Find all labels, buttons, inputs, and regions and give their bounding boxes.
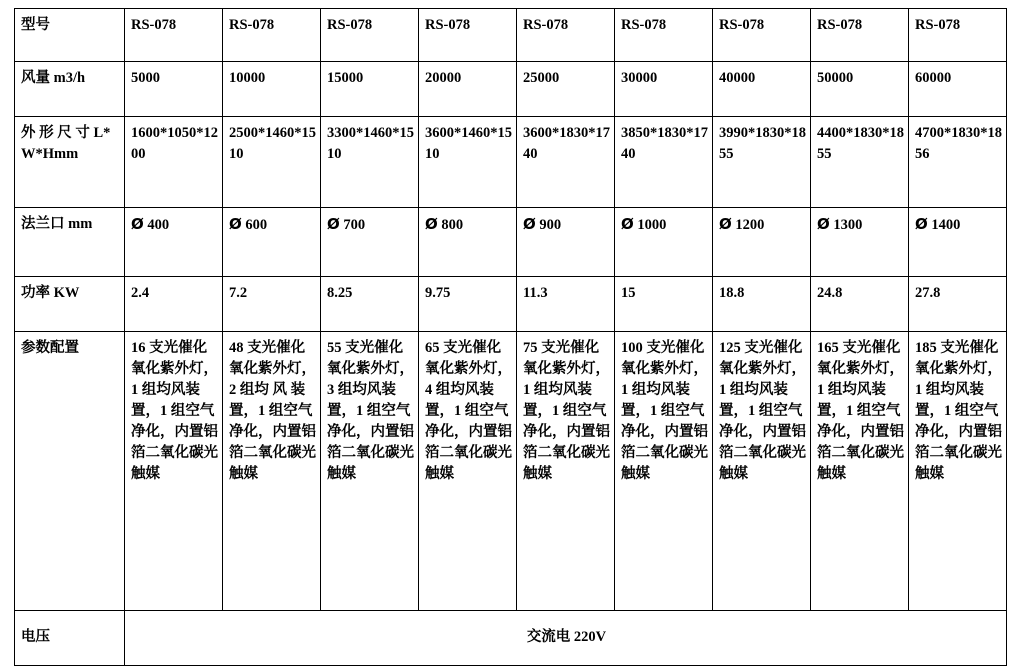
cell-flange-4 bbox=[419, 208, 517, 277]
cell-power-8: 24.8 bbox=[811, 277, 909, 332]
cell-airflow-9: 60000 bbox=[909, 62, 1007, 117]
cell-airflow-7: 40000 bbox=[713, 62, 811, 117]
cell-dimension-4: 3600*1460*1510 bbox=[419, 117, 517, 208]
cell-voltage-value: 交流电 220V bbox=[125, 611, 1007, 666]
row-label-dimension: 外 形 尺 寸 L*W*Hmm bbox=[15, 117, 125, 208]
cell-config-7: 125 支光催化氧化紫外灯，1 组均风装置，1 组空气净化，内置铝箔二氧化碳光触媒 bbox=[713, 332, 811, 611]
cell-power-5: 11.3 bbox=[517, 277, 615, 332]
cell-airflow-3: 15000 bbox=[321, 62, 419, 117]
cell-config-2: 48 支光催化氧化紫外灯，2 组均 风 装 置，1 组空气净化，内置铝箔二氧化碳光触媒 bbox=[223, 332, 321, 611]
cell-config-6: 100 支光催化氧化紫外灯，1 组均风装置，1 组空气净化，内置铝箔二氧化碳光触媒 bbox=[615, 332, 713, 611]
cell-airflow-8: 50000 bbox=[811, 62, 909, 117]
cell-airflow-4: 20000 bbox=[419, 62, 517, 117]
cell-flange-5 bbox=[517, 208, 615, 277]
cell-model-6: RS-078 bbox=[615, 9, 713, 62]
table-row-dimension bbox=[15, 117, 1007, 208]
cell-power-3: 8.25 bbox=[321, 277, 419, 332]
cell-dimension-9: 4700*1830*1856 bbox=[909, 117, 1007, 208]
row-label-power: 功率 KW bbox=[15, 277, 125, 332]
cell-config-3: 55 支光催化氧化紫外灯，3 组均风装置，1 组空气净化，内置铝箔二氧化碳光触媒 bbox=[321, 332, 419, 611]
cell-config-1: 16 支光催化氧化紫外灯，1 组均风装置，1 组空气净化，内置铝箔二氧化碳光触媒 bbox=[125, 332, 223, 611]
table-row-model bbox=[15, 9, 1007, 62]
cell-model-1: RS-078 bbox=[125, 9, 223, 62]
diameter-icon: Ø bbox=[523, 215, 536, 233]
cell-power-1: 2.4 bbox=[125, 277, 223, 332]
cell-flange-value-7: 1200 bbox=[735, 217, 765, 233]
spec-sheet bbox=[0, 8, 1016, 646]
cell-power-9: 27.8 bbox=[909, 277, 1007, 332]
cell-flange-1 bbox=[125, 208, 223, 277]
table-row-config bbox=[15, 332, 1007, 611]
cell-airflow-2: 10000 bbox=[223, 62, 321, 117]
cell-dimension-7: 3990*1830*1855 bbox=[713, 117, 811, 208]
cell-dimension-2: 2500*1460*1510 bbox=[223, 117, 321, 208]
cell-dimension-6: 3850*1830*1740 bbox=[615, 117, 713, 208]
cell-power-6: 15 bbox=[615, 277, 713, 332]
cell-model-7: RS-078 bbox=[713, 9, 811, 62]
cell-flange-2 bbox=[223, 208, 321, 277]
diameter-icon: Ø bbox=[327, 215, 340, 233]
cell-model-3: RS-078 bbox=[321, 9, 419, 62]
cell-flange-value-2: 600 bbox=[245, 217, 268, 233]
cell-flange-value-4: 800 bbox=[441, 217, 464, 233]
cell-flange-value-5: 900 bbox=[539, 217, 562, 233]
cell-flange-value-6: 1000 bbox=[637, 217, 667, 233]
table-row-power bbox=[15, 277, 1007, 332]
row-label-config: 参数配置 bbox=[15, 332, 125, 611]
cell-flange-value-1: 400 bbox=[147, 217, 170, 233]
cell-flange-value-8: 1300 bbox=[833, 217, 863, 233]
diameter-icon: Ø bbox=[131, 215, 144, 233]
row-label-flange: 法兰口 mm bbox=[15, 208, 125, 277]
cell-flange-8 bbox=[811, 208, 909, 277]
cell-model-4: RS-078 bbox=[419, 9, 517, 62]
specification-table bbox=[14, 8, 1007, 666]
cell-airflow-6: 30000 bbox=[615, 62, 713, 117]
cell-power-2: 7.2 bbox=[223, 277, 321, 332]
cell-flange-value-3: 700 bbox=[343, 217, 366, 233]
cell-config-4: 65 支光催化氧化紫外灯，4 组均风装置，1 组空气净化，内置铝箔二氧化碳光触媒 bbox=[419, 332, 517, 611]
table-row-voltage bbox=[15, 611, 1007, 666]
cell-model-5: RS-078 bbox=[517, 9, 615, 62]
cell-flange-3 bbox=[321, 208, 419, 277]
row-label-voltage: 电压 bbox=[15, 611, 125, 666]
row-label-airflow: 风量 m3/h bbox=[15, 62, 125, 117]
cell-dimension-8: 4400*1830*1855 bbox=[811, 117, 909, 208]
cell-model-9: RS-078 bbox=[909, 9, 1007, 62]
cell-flange-7 bbox=[713, 208, 811, 277]
cell-airflow-1: 5000 bbox=[125, 62, 223, 117]
cell-model-2: RS-078 bbox=[223, 9, 321, 62]
cell-flange-9 bbox=[909, 208, 1007, 277]
cell-power-4: 9.75 bbox=[419, 277, 517, 332]
cell-model-8: RS-078 bbox=[811, 9, 909, 62]
diameter-icon: Ø bbox=[719, 215, 732, 233]
cell-power-7: 18.8 bbox=[713, 277, 811, 332]
table-row-flange bbox=[15, 208, 1007, 277]
diameter-icon: Ø bbox=[915, 215, 928, 233]
cell-config-8: 165 支光催化氧化紫外灯，1 组均风装置，1 组空气净化，内置铝箔二氧化碳光触媒 bbox=[811, 332, 909, 611]
cell-dimension-5: 3600*1830*1740 bbox=[517, 117, 615, 208]
diameter-icon: Ø bbox=[817, 215, 830, 233]
cell-airflow-5: 25000 bbox=[517, 62, 615, 117]
row-label-model: 型号 bbox=[15, 9, 125, 62]
diameter-icon: Ø bbox=[621, 215, 634, 233]
cell-config-5: 75 支光催化氧化紫外灯，1 组均风装置，1 组空气净化，内置铝箔二氧化碳光触媒 bbox=[517, 332, 615, 611]
cell-dimension-3: 3300*1460*1510 bbox=[321, 117, 419, 208]
cell-flange-value-9: 1400 bbox=[931, 217, 961, 233]
cell-flange-6 bbox=[615, 208, 713, 277]
diameter-icon: Ø bbox=[229, 215, 242, 233]
cell-dimension-1: 1600*1050*1200 bbox=[125, 117, 223, 208]
cell-config-9: 185 支光催化氧化紫外灯，1 组均风装置，1 组空气净化，内置铝箔二氧化碳光触媒 bbox=[909, 332, 1007, 611]
table-row-airflow bbox=[15, 62, 1007, 117]
diameter-icon: Ø bbox=[425, 215, 438, 233]
